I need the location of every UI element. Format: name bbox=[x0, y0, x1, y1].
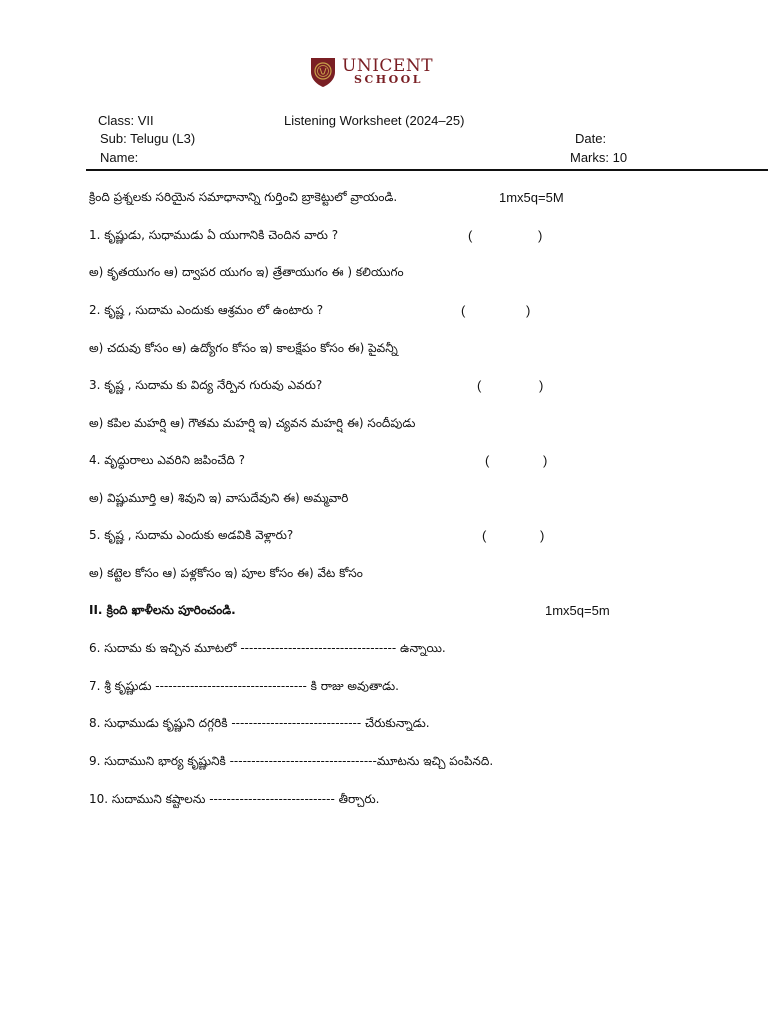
school-crest-icon bbox=[308, 56, 338, 88]
section2-heading bbox=[89, 603, 236, 620]
section2-marks: 1mx5q=5m bbox=[545, 603, 610, 618]
question-4-options: అ) విష్ణుమూర్తి ఆ) శివుని ఇ) వాసుదేవుని ఈ) అమ్మవారి bbox=[89, 491, 349, 505]
fill-blank-10: 10. సుదాముని కష్టాలను ----------------------------- తీర్చారు. bbox=[89, 792, 380, 806]
school-logo bbox=[308, 56, 433, 90]
question-4: 4. వృద్ధురాలు ఎవరిని జపించేది ? bbox=[89, 453, 245, 467]
logo-text-unicent: UNICENT bbox=[342, 56, 434, 76]
name-label: Name: bbox=[100, 150, 139, 165]
answer-bracket-close-3: ) bbox=[539, 378, 544, 393]
answer-bracket-close-1: ) bbox=[538, 228, 543, 243]
section2-heading-number: II. bbox=[89, 603, 103, 617]
fill-blank-9: 9. సుదాముని భార్య కృష్ణునికి ----------------------------------మూటను ఇచ్చి పంపినది. bbox=[89, 754, 494, 768]
question-3: 3. కృష్ణ , సుదామ కు విద్య నేర్పిన గురువు ఎవరు? bbox=[89, 378, 323, 392]
marks-label: Marks: 10 bbox=[570, 150, 628, 165]
date-label: Date: bbox=[575, 131, 607, 146]
answer-bracket-close-4: ) bbox=[543, 453, 548, 468]
answer-bracket-open-5: ( bbox=[482, 528, 487, 543]
question-3-options: అ) కపిల మహర్షి ఆ) గౌతమ మహర్షి ఇ) చ్యవన మహర్షి ఈ) సందీపుడు bbox=[89, 416, 416, 430]
class-label: Class: VII bbox=[98, 113, 154, 128]
question-2-options: అ) చదువు కోసం ఆ) ఉద్యోగం కోసం ఇ) కాలక్షేపం కోసం ఈ) పైవన్నీ bbox=[89, 341, 398, 355]
question-2: 2. కృష్ణ , సుదామ ఎందుకు ఆశ్రమం లో ఉంటారు ? bbox=[89, 303, 324, 317]
header-divider bbox=[86, 169, 768, 171]
subject-label: Sub: Telugu (L3) bbox=[100, 131, 196, 146]
worksheet-title: Listening Worksheet (2024–25) bbox=[284, 113, 465, 128]
fill-blank-7: 7. శ్రీ కృష్ణుడు ----------------------------------- కి రాజు అవుతాడు. bbox=[89, 679, 399, 693]
section2-heading-text: క్రింది ఖాళీలను పూరించండి. bbox=[102, 603, 236, 617]
question-5-options: అ) కట్టెల కోసం ఆ) పళ్లకోసం ఇ) పూల కోసం ఈ) వేట కోసం bbox=[89, 566, 363, 580]
question-1-options: అ) కృతయుగం ఆ) ద్వాపర యుగం ఇ) త్రేతాయుగం ఈ ) కలియుగం bbox=[89, 265, 404, 279]
answer-bracket-close-2: ) bbox=[526, 303, 531, 318]
logo-text-school: SCHOOL bbox=[354, 73, 423, 86]
answer-bracket-open-4: ( bbox=[485, 453, 490, 468]
fill-blank-8: 8. సుధాముడు కృష్ణుని దగ్గరికి ------------------------------ చేరుకున్నాడు. bbox=[89, 716, 430, 730]
answer-bracket-open-3: ( bbox=[477, 378, 482, 393]
answer-bracket-close-5: ) bbox=[540, 528, 545, 543]
section1-marks: 1mx5q=5M bbox=[499, 190, 564, 205]
answer-bracket-open-1: ( bbox=[468, 228, 473, 243]
section1-instruction: క్రింది ప్రశ్నలకు సరియైన సమాధానాన్ని గుర్తించి బ్రాకెట్టులో వ్రాయండి. bbox=[89, 190, 398, 204]
fill-blank-6: 6. సుదామ కు ఇచ్చిన మూటలో ------------------------------------ ఉన్నాయి. bbox=[89, 641, 446, 655]
question-1: 1. కృష్ణుడు, సుధాముడు ఏ యుగానికి చెందిన వారు ? bbox=[89, 228, 339, 242]
question-5: 5. కృష్ణ , సుదామ ఎందుకు అడవికి వెళ్లారు? bbox=[89, 528, 294, 542]
answer-bracket-open-2: ( bbox=[461, 303, 466, 318]
